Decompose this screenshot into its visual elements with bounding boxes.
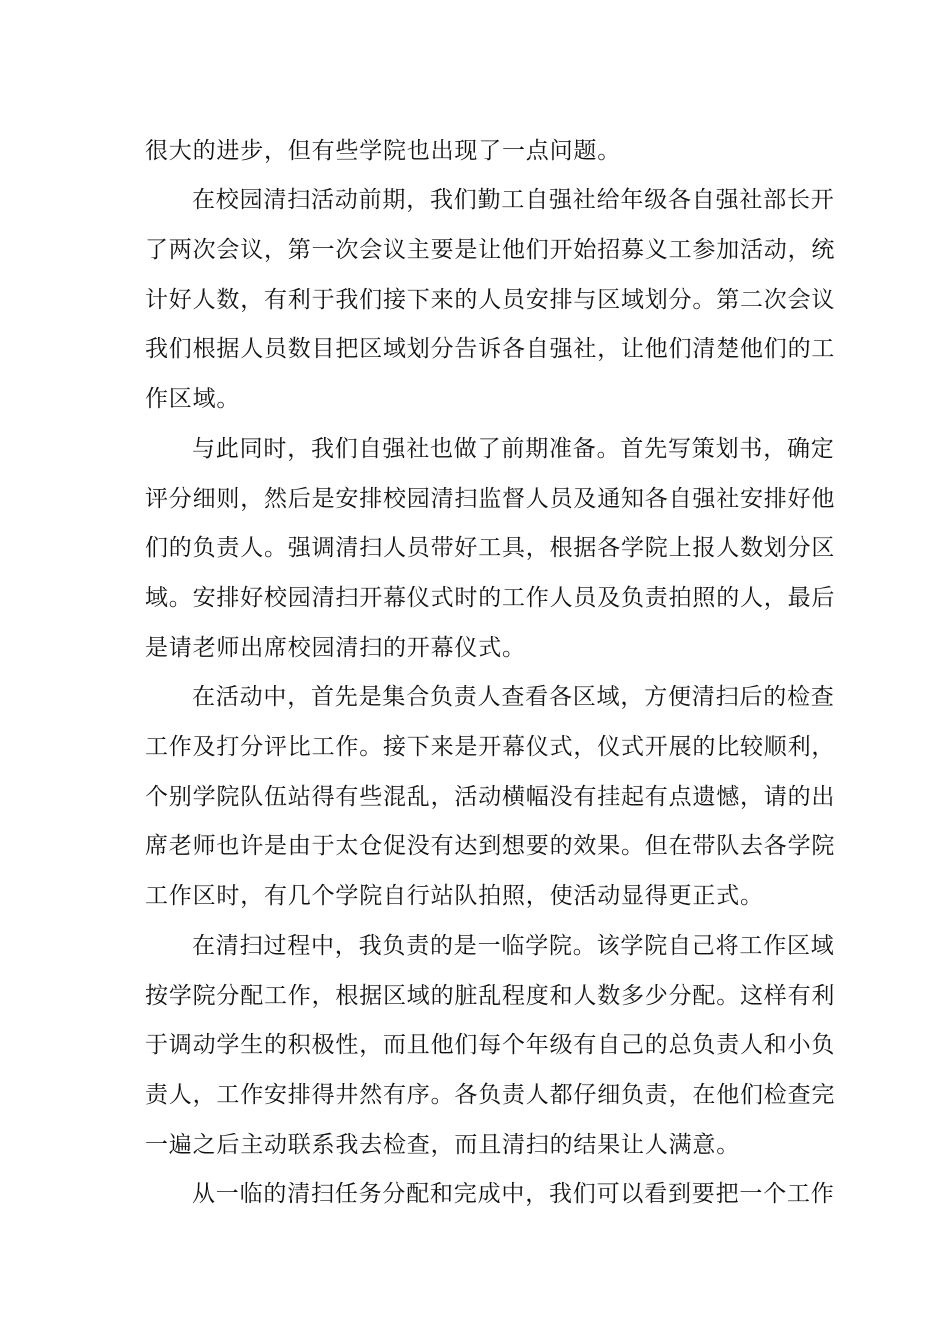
text-line: 责人，工作安排得井然有序。各负责人都仔细负责，在他们检查完 xyxy=(145,1082,836,1108)
text-line: 于调动学生的积极性，而且他们每个年级有自己的总负责人和小负 xyxy=(145,1032,836,1058)
text-line: 工作区时，有几个学院自行站队拍照，使活动显得更正式。 xyxy=(145,883,764,909)
text-line: 个别学院队伍站得有些混乱，活动横幅没有挂起有点遗憾，请的出 xyxy=(145,784,836,810)
text-line: 按学院分配工作，根据区域的脏乱程度和人数多少分配。这样有利 xyxy=(145,983,836,1009)
paragraph-first-line: 在清扫过程中，我负责的是一临学院。该学院自己将工作区域 xyxy=(192,933,835,959)
text-line: 域。安排好校园清扫开幕仪式时的工作人员及负责拍照的人，最后 xyxy=(145,585,836,611)
text-line: 席老师也许是由于太仓促没有达到想要的效果。但在带队去各学院 xyxy=(145,833,836,859)
text-line: 作区域。 xyxy=(145,386,241,412)
text-line: 评分细则，然后是安排校园清扫监督人员及通知各自强社安排好他 xyxy=(145,486,836,512)
text-line: 工作及打分评比工作。接下来是开幕仪式，仪式开展的比较顺利， xyxy=(145,734,836,760)
text-line: 了两次会议，第一次会议主要是让他们开始招募义工参加活动，统 xyxy=(145,237,836,263)
text-line: 是请老师出席校园清扫的开幕仪式。 xyxy=(145,635,526,661)
paragraph-first-line: 在活动中，首先是集合负责人查看各区域，方便清扫后的检查 xyxy=(192,684,835,710)
paragraph-first-line: 在校园清扫活动前期，我们勤工自强社给年级各自强社部长开 xyxy=(192,187,835,213)
text-line: 很大的进步，但有些学院也出现了一点问题。 xyxy=(145,138,621,164)
paragraph-first-line: 与此同时，我们自强社也做了前期准备。首先写策划书，确定 xyxy=(192,436,835,462)
text-line: 一遍之后主动联系我去检查，而且清扫的结果让人满意。 xyxy=(145,1132,740,1158)
paragraph-first-line: 从一临的清扫任务分配和完成中，我们可以看到要把一个工作 xyxy=(192,1181,835,1207)
text-line: 计好人数，有利于我们接下来的人员安排与区域划分。第二次会议 xyxy=(145,287,836,313)
text-line: 我们根据人员数目把区域划分告诉各自强社，让他们清楚他们的工 xyxy=(145,336,836,362)
text-line: 们的负责人。强调清扫人员带好工具，根据各学院上报人数划分区 xyxy=(145,535,836,561)
